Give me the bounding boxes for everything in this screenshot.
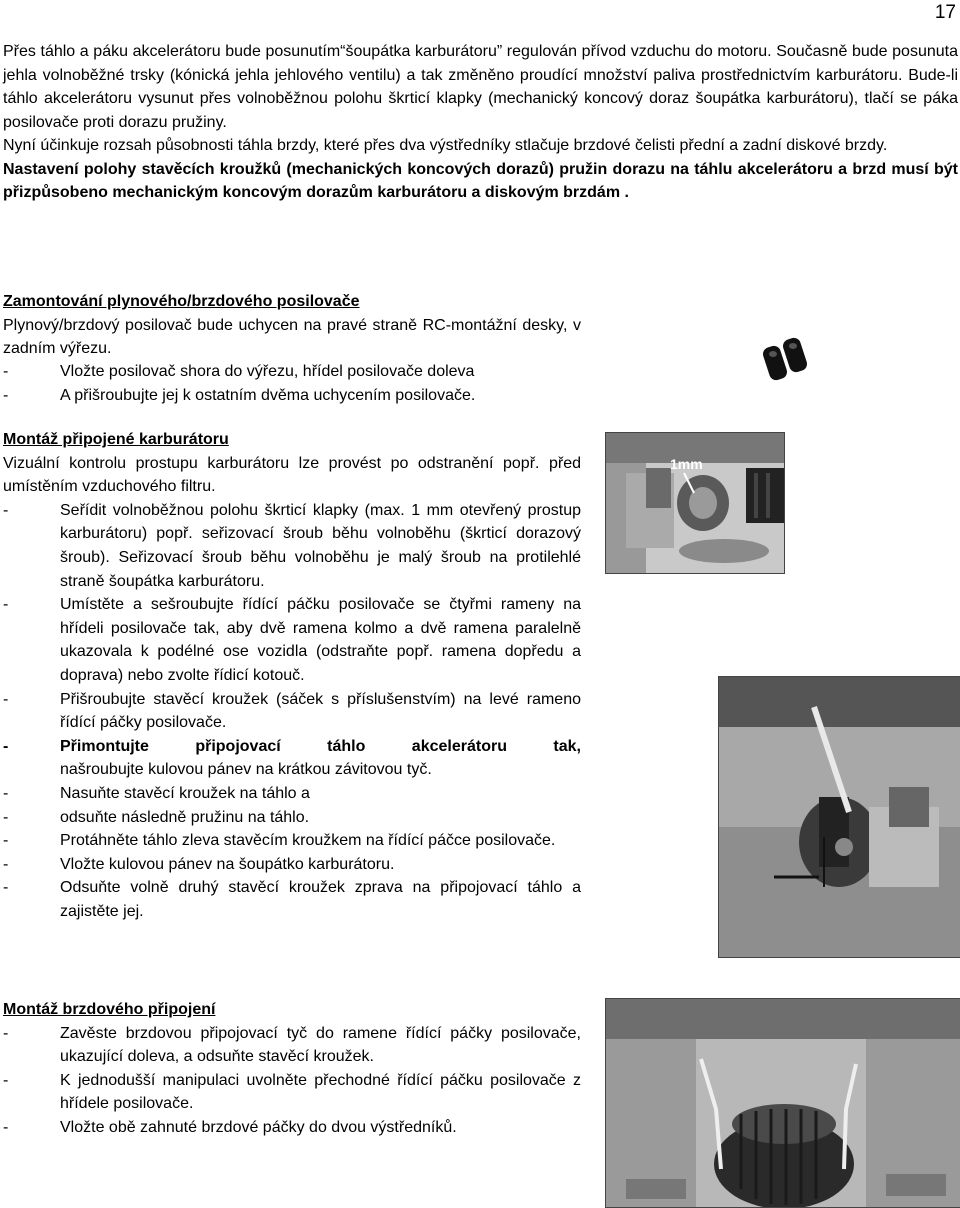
list-item: - odsuňte následně pružinu na táhlo. xyxy=(3,808,310,826)
list-item: - Zavěste brzdovou připojovací tyč do ramene řídící páčky posilovače, ukazující doleva, a odsuňte stavěcí kroužek. xyxy=(3,1024,581,1066)
page-number: 17 xyxy=(934,2,956,23)
intro-text xyxy=(3,40,958,205)
intro-paragraph-2: Nyní účinkuje rozsah působnosti táhla brzdy, které přes dva výstředníky stlačuje brzdové čelisti přední a zadní diskové brzdy. xyxy=(3,137,888,154)
photo-label: 1mm xyxy=(670,456,703,472)
section-text: Vizuální kontrolu prostupu karburátoru lze provést po odstranění popř. před umístěním vzduchového filtru. xyxy=(3,454,581,496)
list-item: - K jednodušší manipulaci uvolněte přechodné řídící páčku posilovače z hřídele posilovače. xyxy=(3,1071,581,1113)
carburetor-photo xyxy=(605,432,785,574)
list-item: - Odsuňte volně druhý stavěcí kroužek zprava na připojovací táhlo a zajistěte jej. xyxy=(3,879,581,920)
list-item: - Vložte kulovou pánev na šoupátko karburátoru. xyxy=(3,855,395,873)
list-item: - Přimontujte připojovací táhlo akcelerátoru tak, našroubujte kulovou pánev na krátkou závitovou tyč. xyxy=(3,737,581,779)
section-carburetor-linkage xyxy=(3,428,581,923)
list-item: - A přišroubujte jej k ostatním dvěma uchycením posilovače. xyxy=(3,386,476,404)
section-title: Montáž připojené karburátoru xyxy=(3,431,229,448)
list-item: - Nasuňte stavěcí kroužek na táhlo a xyxy=(3,784,310,802)
list-item: - Vložte posilovač shora do výřezu, hřídel posilovače doleva xyxy=(3,363,475,380)
intro-paragraph-1: Přes táhlo a páku akcelerátoru bude posunutím“šoupátka karburátoru” regulován přívod vzduchu do motoru. Současně bude posunuta jehla volnoběžné trsky (kónická jehla jehlového ventilu) a tak změněno proudící množství paliva prostřednictvím karburátoru. Bude-li táhlo akcelerátoru vysunut přes volnoběžnou polohu škrticí klapky (mechanický koncový doraz šoupátka karburátoru), tlačí se páka posilovače proti dorazu pružiny. xyxy=(3,43,958,131)
section-mounting-servo xyxy=(3,290,581,361)
list-item: - Seřídit volnoběžnou polohu škrticí klapky (max. 1 mm otevřený prostup karburátoru) popř. seřizovací šroub běhu volnoběhu (škrticí dorazový šroub). Seřizovací šroub běhu volnoběhu je malý šroub na protilehlé straně šoupátka karburátoru. xyxy=(3,501,581,590)
section-title: Montáž brzdového připojení xyxy=(3,1001,216,1018)
list-item: - Umístěte a sešroubujte řídící páčku posilovače se čtyřmi rameny na hřídeli posilovače tak, aby dvě ramena kolmo a dvě ramena paralelně ukazovala k podélné ose vozidla (odstraňte popř. ramena dopředu a doprava) nebo zvolte řídicí kotouč. xyxy=(3,596,581,684)
section-brake-linkage xyxy=(3,998,581,1140)
list-item: - Přišroubujte stavěcí kroužek (sáček s příslušenstvím) na levé rameno řídící páčky posilovače. xyxy=(3,690,581,732)
intro-paragraph-3: Nastavení polohy stavěcích kroužků (mechanických koncových dorazů) pružin dorazu na táhlu akcelerátoru a brzd musí být přizpůsobeno mechanickým koncovým dorazům karburátoru a diskovým brzdám . xyxy=(3,160,958,201)
adjusting-rings-photo xyxy=(760,332,820,387)
servo-linkage-photo xyxy=(718,676,960,958)
brake-linkage-photo xyxy=(605,998,960,1208)
section-mounting-servo-list xyxy=(3,360,603,407)
section-title: Zamontování plynového/brzdového posilovače xyxy=(3,293,360,310)
list-item: - Protáhněte táhlo zleva stavěcím kroužkem na řídící páčce posilovače. xyxy=(3,832,556,850)
list-item: - Vložte obě zahnuté brzdové páčky do dvou výstředníků. xyxy=(3,1118,457,1136)
section-text: Plynový/brzdový posilovač bude uchycen na pravé straně RC-montážní desky, v zadním výřezu. xyxy=(3,316,581,358)
